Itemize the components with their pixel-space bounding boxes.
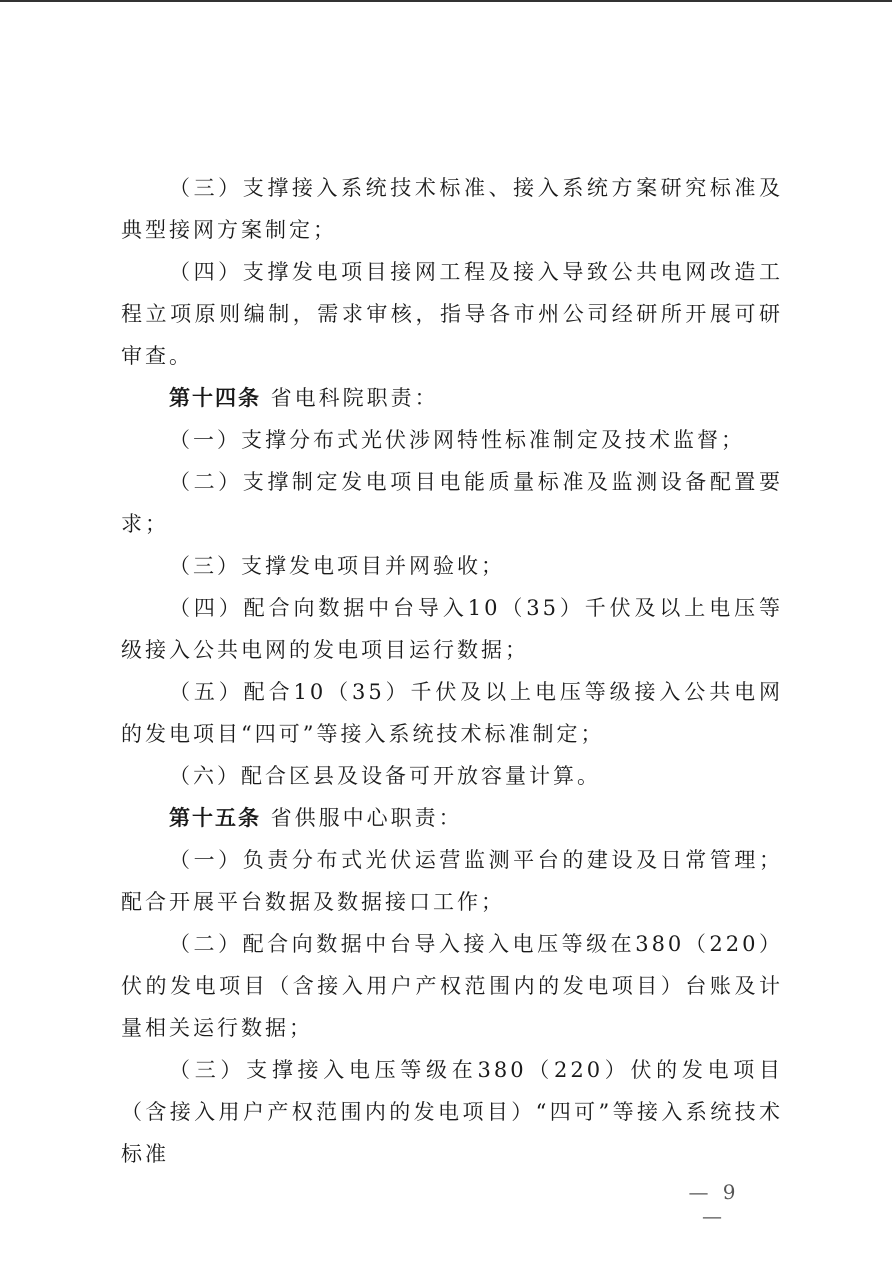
paragraph bbox=[121, 251, 783, 377]
paragraph-text: （五）配合10（35）千伏及以上电压等级接入公共电网的发电项目“四可”等接入系统技术标准制定； bbox=[121, 680, 783, 746]
paragraph bbox=[121, 755, 783, 797]
paragraph-text: （四）支撑发电项目接网工程及接入导致公共电网改造工程立项原则编制，需求审核，指导各市州公司经研所开展可研审查。 bbox=[121, 260, 783, 368]
paragraph bbox=[121, 461, 783, 545]
paragraph-text: （三）支撑发电项目并网验收； bbox=[169, 554, 505, 578]
paragraph-text: （三）支撑接入电压等级在380（220）伏的发电项目（含接入用户产权范围内的发电项目）“四可”等接入系统技术标准 bbox=[121, 1058, 783, 1166]
paragraph bbox=[121, 839, 783, 923]
article-number: 第十四条 bbox=[169, 385, 261, 410]
paragraph-text: （一）支撑分布式光伏涉网特性标准制定及技术监督； bbox=[169, 428, 745, 452]
article-number: 第十五条 bbox=[169, 805, 261, 830]
article-heading bbox=[121, 377, 783, 419]
paragraph-text: （三）支撑接入系统技术标准、接入系统方案研究标准及典型接网方案制定； bbox=[121, 176, 783, 242]
paragraph-text: （一）负责分布式光伏运营监测平台的建设及日常管理；配合开展平台数据及数据接口工作； bbox=[121, 848, 783, 914]
paragraph bbox=[121, 587, 783, 671]
paragraph bbox=[121, 545, 783, 587]
page-number: — 9 — bbox=[688, 1180, 740, 1228]
paragraph-text: （二）配合向数据中台导入接入电压等级在380（220）伏的发电项目（含接入用户产权范围内的发电项目）台账及计量相关运行数据； bbox=[121, 932, 783, 1040]
paragraph bbox=[121, 923, 783, 1049]
paragraph-text: （六）配合区县及设备可开放容量计算。 bbox=[169, 764, 601, 788]
paragraph bbox=[121, 671, 783, 755]
paragraph-text: （四）配合向数据中台导入10（35）千伏及以上电压等级接入公共电网的发电项目运行数据； bbox=[121, 596, 783, 662]
paragraph-text: 省电科院职责： bbox=[261, 386, 439, 410]
paragraph-text: （二）支撑制定发电项目电能质量标准及监测设备配置要求； bbox=[121, 470, 783, 536]
article-heading bbox=[121, 797, 783, 839]
document-body bbox=[121, 167, 783, 1175]
top-border-line bbox=[0, 0, 892, 2]
paragraph bbox=[121, 419, 783, 461]
paragraph-text: 省供服中心职责： bbox=[261, 806, 463, 830]
paragraph bbox=[121, 167, 783, 251]
paragraph bbox=[121, 1049, 783, 1175]
